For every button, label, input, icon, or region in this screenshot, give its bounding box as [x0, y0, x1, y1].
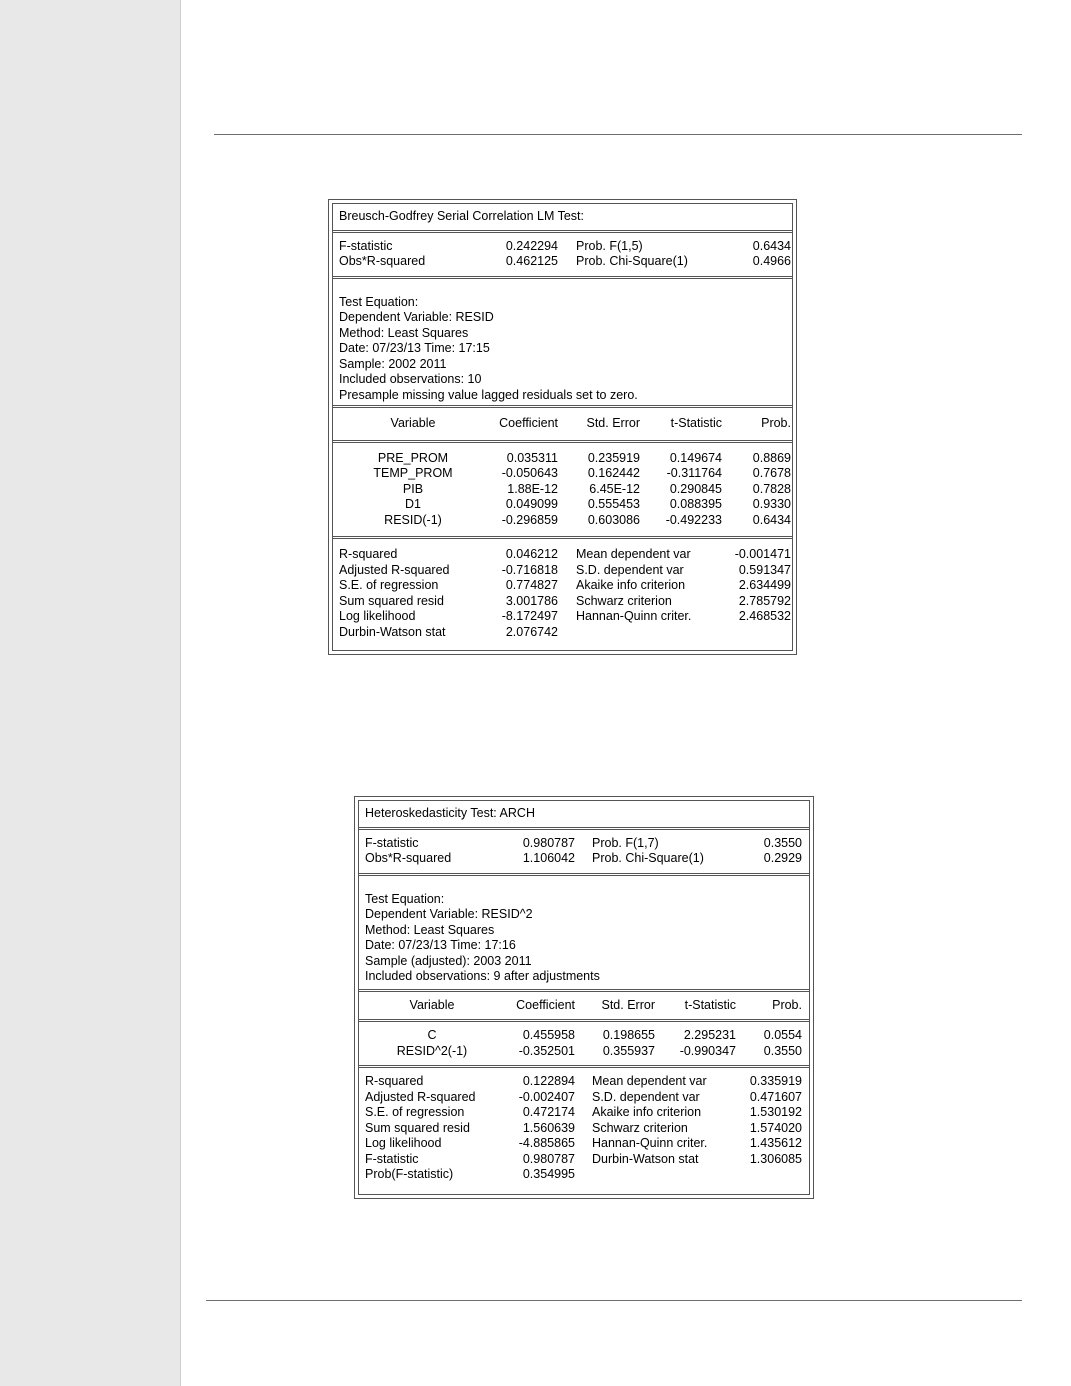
summary-label: Log likelihood — [365, 1136, 442, 1150]
summary-label: Adjusted R-squared — [365, 1089, 476, 1104]
info-text: Presample missing value lagged residuals set to zero. — [339, 387, 638, 402]
table-cell: 0.235919 — [587, 450, 640, 465]
variable-name: TEMP_PROM — [373, 466, 453, 480]
summary-row — [333, 578, 792, 594]
table-cell: 0.555453 — [587, 497, 640, 511]
summary-label: Mean dependent var — [576, 547, 691, 561]
summary-row — [333, 547, 792, 563]
column-header: t-Statistic — [684, 997, 736, 1012]
test-statistics-section — [359, 827, 809, 873]
column-header: Std. Error — [586, 416, 640, 430]
column-header: Std. Error — [601, 997, 655, 1012]
summary-value: 0.591347 — [738, 562, 791, 577]
stat-value: 0.462125 — [505, 254, 558, 268]
info-line — [333, 388, 792, 404]
summary-label: Akaike info criterion — [576, 578, 686, 592]
prob-label: Prob. F(1,7) — [592, 835, 659, 850]
summary-label: Akaike info criterion — [592, 1105, 702, 1119]
info-line — [333, 310, 792, 326]
variable-name: D1 — [405, 497, 421, 511]
table-cell: 0.9330 — [752, 497, 791, 511]
summary-label: R-squared — [339, 547, 398, 561]
table-cell: 0.198655 — [602, 1028, 655, 1042]
stat-row — [359, 836, 809, 852]
regression-summary-section — [359, 1065, 809, 1187]
summary-label: Hannan-Quinn criter. — [592, 1136, 708, 1150]
summary-label: Sum squared resid — [339, 593, 444, 608]
summary-value: 2.076742 — [505, 624, 558, 639]
summary-row — [359, 1167, 809, 1183]
info-line — [333, 372, 792, 388]
table-cell: 0.7828 — [752, 481, 791, 496]
summary-label: Durbin-Watson stat — [339, 624, 446, 639]
summary-label: Hannan-Quinn criter. — [576, 609, 692, 623]
table-cell: -0.311764 — [666, 466, 722, 480]
table-row — [333, 513, 792, 529]
summary-label: Schwarz criterion — [576, 593, 672, 608]
stat-row — [333, 254, 792, 270]
info-text: Method: Least Squares — [339, 325, 469, 340]
stat-label: F-statistic — [339, 238, 393, 253]
summary-label: Log likelihood — [339, 609, 416, 623]
regression-summary-section — [333, 536, 792, 646]
summary-label: Mean dependent var — [592, 1074, 707, 1088]
summary-row — [359, 1074, 809, 1090]
summary-value: 0.046212 — [505, 547, 558, 561]
column-header: t-Statistic — [670, 416, 722, 430]
summary-label: S.D. dependent var — [576, 562, 684, 577]
info-text: Test Equation: — [365, 891, 445, 906]
summary-label: Schwarz criterion — [592, 1120, 688, 1135]
variable-name: RESID(-1) — [384, 512, 442, 527]
info-line — [359, 954, 809, 970]
summary-value: 2.468532 — [738, 609, 791, 623]
table-frame — [358, 800, 810, 1195]
bottom-rule — [206, 1300, 1022, 1301]
summary-row — [359, 1090, 809, 1106]
info-line — [333, 341, 792, 357]
info-line — [359, 969, 809, 985]
test-title-line — [333, 209, 792, 225]
summary-row — [359, 1105, 809, 1121]
table-cell: -0.990347 — [679, 1043, 736, 1058]
prob-value: 0.3550 — [763, 835, 802, 850]
summary-row — [333, 625, 792, 641]
info-text: Method: Least Squares — [365, 922, 495, 937]
prob-label: Prob. F(1,5) — [576, 238, 643, 253]
left-margin-sidebar — [0, 0, 181, 1386]
summary-label: S.E. of regression — [365, 1105, 465, 1119]
stat-label: Obs*R-squared — [365, 851, 452, 865]
table-cell: 6.45E-12 — [589, 481, 640, 496]
table-cell: -0.492233 — [665, 512, 722, 527]
summary-label: S.D. dependent var — [592, 1089, 700, 1104]
table-cell: 0.0554 — [763, 1028, 802, 1042]
prob-label: Prob. Chi-Square(1) — [592, 851, 704, 865]
summary-value: -8.172497 — [501, 609, 558, 623]
column-header: Variable — [409, 997, 455, 1012]
summary-row — [333, 563, 792, 579]
summary-value: 1.306085 — [749, 1151, 802, 1166]
summary-value: 0.472174 — [522, 1105, 575, 1119]
column-header: Coefficient — [516, 997, 575, 1012]
table-header-row — [333, 416, 792, 432]
table-cell: 0.088395 — [669, 497, 722, 511]
table-cell: -0.352501 — [518, 1043, 575, 1058]
info-text: Sample: 2002 2011 — [339, 356, 447, 371]
breusch-godfrey-output-table — [328, 199, 797, 655]
summary-label: S.E. of regression — [339, 578, 439, 592]
table-cell: 0.049099 — [505, 497, 558, 511]
summary-label: Sum squared resid — [365, 1120, 470, 1135]
summary-value: 1.530192 — [749, 1105, 802, 1119]
summary-value: 0.980787 — [522, 1151, 575, 1166]
table-cell: 0.6434 — [752, 512, 791, 527]
summary-value: 1.560639 — [522, 1120, 575, 1135]
summary-value: 1.574020 — [749, 1120, 802, 1135]
info-text: Dependent Variable: RESID^2 — [365, 907, 533, 921]
info-text: Included observations: 10 — [339, 372, 482, 386]
table-row — [333, 497, 792, 513]
table-cell: 1.88E-12 — [507, 481, 558, 496]
summary-value: 0.335919 — [749, 1074, 802, 1088]
info-line — [333, 295, 792, 311]
arch-test-output-table — [354, 796, 814, 1199]
info-text: Sample (adjusted): 2003 2011 — [365, 953, 532, 968]
summary-value: 0.471607 — [749, 1089, 802, 1104]
summary-row — [333, 609, 792, 625]
summary-label: Durbin-Watson stat — [592, 1151, 699, 1166]
variable-name: RESID^2(-1) — [396, 1043, 468, 1058]
table-header-row — [359, 998, 809, 1014]
table-cell: 0.035311 — [506, 450, 558, 465]
table-cell: 0.455958 — [522, 1028, 575, 1042]
info-text: Date: 07/23/13 Time: 17:15 — [339, 341, 490, 355]
coefficient-rows-section — [359, 1019, 809, 1065]
stat-row — [333, 239, 792, 255]
table-row — [359, 1044, 809, 1060]
table-cell: 0.149674 — [669, 450, 722, 465]
column-header: Prob. — [761, 416, 791, 430]
table-cell: 0.603086 — [587, 512, 640, 527]
stat-row — [359, 851, 809, 867]
summary-row — [359, 1121, 809, 1137]
column-header: Variable — [390, 416, 436, 430]
info-text: Included observations: 9 after adjustments — [365, 969, 600, 983]
info-text: Date: 07/23/13 Time: 17:16 — [365, 938, 516, 952]
summary-value: -4.885865 — [518, 1136, 575, 1150]
coefficient-rows-section — [333, 440, 792, 537]
test-title-section — [333, 204, 792, 230]
stat-value: 0.242294 — [505, 238, 558, 253]
variable-name: C — [427, 1028, 437, 1042]
test-title-line — [359, 806, 809, 822]
summary-value: 2.634499 — [738, 578, 791, 592]
test-title: Breusch-Godfrey Serial Correlation LM Test: — [339, 209, 585, 223]
table-frame — [332, 203, 793, 651]
coefficient-header-section — [333, 405, 792, 440]
test-equation-info-section — [359, 873, 809, 989]
summary-value: 1.435612 — [749, 1136, 802, 1150]
stat-label: F-statistic — [365, 835, 419, 850]
info-line — [359, 892, 809, 908]
prob-value: 0.4966 — [752, 254, 791, 268]
table-cell: -0.050643 — [501, 466, 558, 480]
summary-row — [359, 1136, 809, 1152]
table-cell: 0.3550 — [763, 1043, 802, 1058]
summary-value: 3.001786 — [505, 593, 558, 608]
summary-value: 0.354995 — [522, 1167, 575, 1181]
info-line — [359, 923, 809, 939]
prob-label: Prob. Chi-Square(1) — [576, 254, 688, 268]
table-cell: 0.162442 — [587, 466, 640, 480]
table-cell: 0.7678 — [752, 466, 791, 480]
prob-value: 0.2929 — [763, 851, 802, 865]
summary-row — [359, 1152, 809, 1168]
table-cell: 2.295231 — [683, 1028, 736, 1042]
test-statistics-section — [333, 230, 792, 276]
summary-value: -0.002407 — [518, 1089, 575, 1104]
variable-name: PIB — [402, 481, 424, 496]
info-line — [333, 357, 792, 373]
table-cell: -0.296859 — [501, 512, 558, 527]
summary-value: 0.122894 — [522, 1074, 575, 1088]
summary-label: Prob(F-statistic) — [365, 1167, 454, 1181]
column-header: Prob. — [772, 997, 802, 1012]
info-text: Test Equation: — [339, 294, 419, 309]
stat-label: Obs*R-squared — [339, 254, 426, 268]
summary-value: 2.785792 — [738, 593, 791, 608]
info-text: Dependent Variable: RESID — [339, 310, 494, 324]
table-row — [333, 466, 792, 482]
table-cell: 0.8869 — [752, 450, 791, 465]
summary-value: 0.774827 — [505, 578, 558, 592]
info-line — [359, 907, 809, 923]
prob-value: 0.6434 — [752, 238, 791, 253]
column-header: Coefficient — [499, 416, 558, 430]
table-row — [333, 482, 792, 498]
stat-value: 1.106042 — [522, 851, 575, 865]
table-cell: 0.290845 — [669, 481, 722, 496]
summary-label: Adjusted R-squared — [339, 562, 450, 577]
summary-label: F-statistic — [365, 1151, 419, 1166]
test-title-section — [359, 801, 809, 827]
test-title: Heteroskedasticity Test: ARCH — [365, 806, 535, 820]
info-line — [359, 938, 809, 954]
table-row — [333, 451, 792, 467]
coefficient-header-section — [359, 989, 809, 1020]
variable-name: PRE_PROM — [377, 450, 449, 465]
table-cell: 0.355937 — [602, 1043, 655, 1058]
summary-row — [333, 594, 792, 610]
summary-value: -0.716818 — [501, 562, 558, 577]
table-row — [359, 1028, 809, 1044]
summary-value: -0.001471 — [734, 547, 791, 561]
stat-value: 0.980787 — [522, 835, 575, 850]
test-equation-info-section — [333, 276, 792, 406]
info-line — [333, 326, 792, 342]
top-rule — [214, 134, 1022, 135]
summary-label: R-squared — [365, 1074, 424, 1088]
